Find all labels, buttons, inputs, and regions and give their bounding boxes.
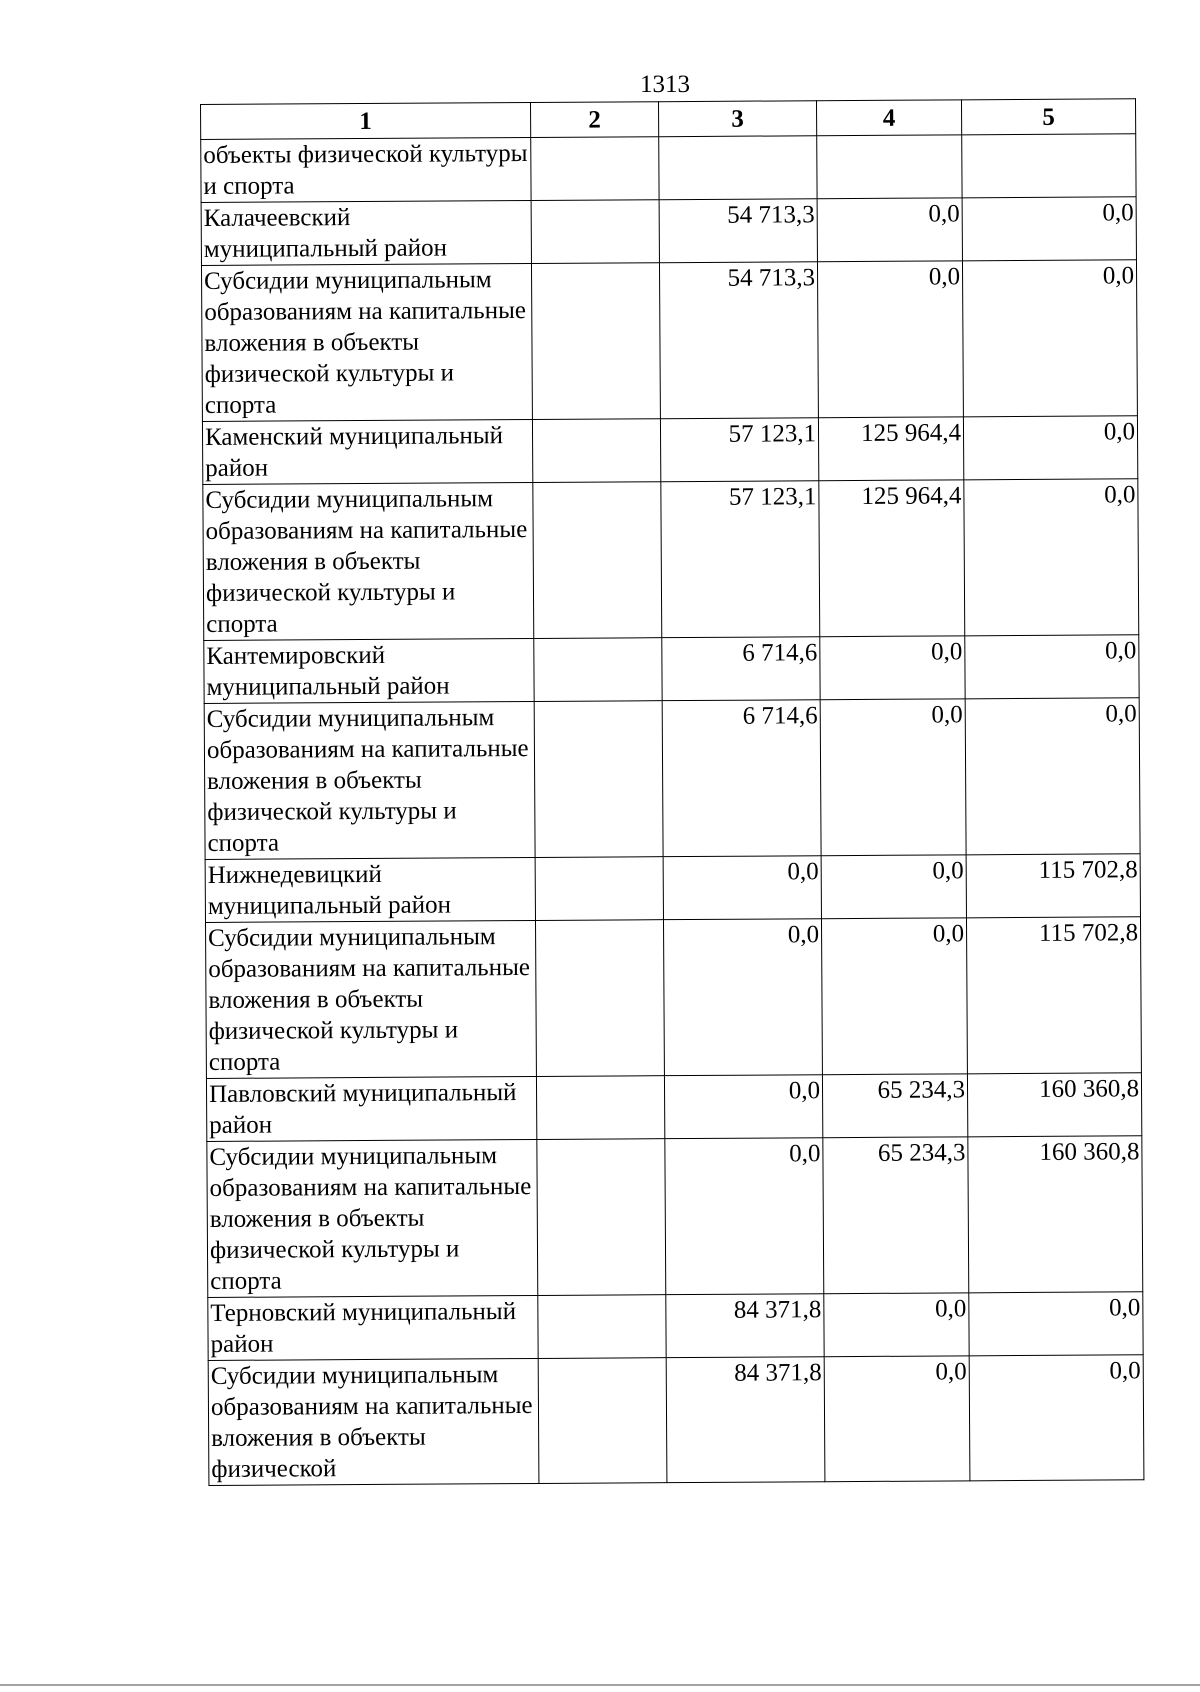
row-name: объекты физической культуры и спорта [201, 137, 531, 202]
budget-table [200, 98, 1144, 1486]
cell-col-4 [817, 135, 962, 199]
row-name: Субсидии муниципальным образованиям на капитальные вложения в объекты физической культуры и спорта [204, 701, 535, 859]
table-row [204, 698, 1140, 860]
cell-col-4: 125 964,4 [819, 480, 965, 637]
page-bottom-edge [0, 1684, 1200, 1686]
table-row [205, 917, 1141, 1079]
row-name: Субсидии муниципальным образованиям на капитальные вложения в объекты физической культуры и спорта [201, 263, 532, 421]
row-name: Субсидии муниципальным образованиям на капитальные вложения в объекты физической культуры и спорта [207, 1139, 538, 1297]
cell-col-3: 54 713,3 [659, 262, 818, 419]
row-name: Субсидии муниципальным образованиям на капитальные вложения в объекты физической культуры и спорта [203, 482, 534, 640]
table-row [208, 1355, 1144, 1486]
cell-col-3: 0,0 [663, 856, 821, 920]
row-name: Кантемировский муниципальный район [204, 638, 534, 703]
cell-col-4: 0,0 [820, 699, 966, 856]
cell-col-4: 0,0 [824, 1293, 969, 1357]
column-header-5: 5 [961, 99, 1135, 135]
cell-col-3: 57 123,1 [660, 418, 818, 482]
column-header-1: 1 [201, 102, 531, 139]
table-row [205, 854, 1140, 923]
table-header [201, 99, 1136, 140]
cell-col-2 [535, 920, 664, 1077]
page-number: 1313 [640, 71, 690, 98]
cell-col-2 [538, 1295, 666, 1359]
cell-col-2 [536, 1076, 664, 1140]
cell-col-4: 125 964,4 [818, 417, 963, 481]
cell-col-5 [962, 134, 1136, 198]
cell-col-2 [531, 137, 659, 201]
cell-col-5: 0,0 [969, 1355, 1144, 1481]
cell-col-2 [534, 638, 662, 702]
cell-col-2 [535, 857, 663, 921]
row-name: Каменский муниципальный район [202, 419, 532, 484]
cell-col-3: 6 714,6 [662, 637, 820, 701]
cell-col-2 [532, 419, 660, 483]
table-header-row [201, 99, 1136, 140]
cell-col-2 [531, 263, 660, 420]
table-row [208, 1292, 1143, 1361]
row-name: Субсидии муниципальным образованиям на капитальные вложения в объекты физической [208, 1358, 539, 1485]
table-body [201, 134, 1144, 1486]
cell-col-5: 0,0 [962, 260, 1137, 417]
table-row [201, 260, 1137, 422]
cell-col-4: 0,0 [817, 198, 962, 262]
cell-col-2 [531, 200, 659, 264]
cell-col-5: 0,0 [962, 197, 1136, 261]
table-row [201, 134, 1136, 203]
row-name: Субсидии муниципальным образованиям на капитальные вложения в объекты физической культуры и спорта [205, 920, 536, 1078]
cell-col-5: 0,0 [965, 635, 1139, 699]
row-name: Павловский муниципальный район [206, 1076, 536, 1141]
table-row [207, 1136, 1143, 1298]
cell-col-3: 6 714,6 [662, 700, 821, 857]
cell-col-5: 160 360,8 [967, 1073, 1141, 1137]
cell-col-2 [537, 1139, 666, 1296]
cell-col-4: 0,0 [821, 855, 966, 919]
row-name: Терновский муниципальный район [208, 1295, 538, 1360]
cell-col-3: 0,0 [665, 1138, 824, 1295]
cell-col-5: 0,0 [963, 416, 1137, 480]
table-row [201, 197, 1136, 266]
cell-col-3: 54 713,3 [659, 199, 817, 263]
cell-col-3: 0,0 [664, 1075, 822, 1139]
cell-col-5: 0,0 [965, 698, 1140, 855]
cell-col-2 [533, 482, 662, 639]
cell-col-5: 160 360,8 [968, 1136, 1143, 1293]
cell-col-4: 65 234,3 [823, 1137, 969, 1294]
column-header-4: 4 [816, 100, 961, 136]
cell-col-3: 84 371,8 [666, 1357, 825, 1483]
cell-col-2 [534, 701, 663, 858]
table-row [203, 479, 1139, 641]
row-name: Калачеевский муниципальный район [201, 200, 531, 265]
table-row [202, 416, 1137, 485]
cell-col-3: 57 123,1 [661, 481, 820, 638]
cell-col-4: 65 234,3 [822, 1074, 967, 1138]
cell-col-3 [659, 136, 817, 200]
cell-col-5: 115 702,8 [966, 854, 1140, 918]
cell-col-3: 0,0 [663, 919, 822, 1076]
row-name: Нижнедевицкий муниципальный район [205, 857, 535, 922]
column-header-2: 2 [530, 102, 658, 138]
table-row [204, 635, 1139, 704]
cell-col-4: 0,0 [820, 636, 965, 700]
cell-col-5: 0,0 [969, 1292, 1143, 1356]
cell-col-4: 0,0 [817, 261, 963, 418]
cell-col-5: 115 702,8 [966, 917, 1141, 1074]
cell-col-4: 0,0 [821, 918, 967, 1075]
cell-col-2 [538, 1358, 667, 1484]
table-row [206, 1073, 1141, 1142]
cell-col-4: 0,0 [824, 1356, 970, 1482]
cell-col-5: 0,0 [964, 479, 1139, 636]
cell-col-3: 84 371,8 [666, 1294, 824, 1358]
column-header-3: 3 [658, 101, 816, 137]
